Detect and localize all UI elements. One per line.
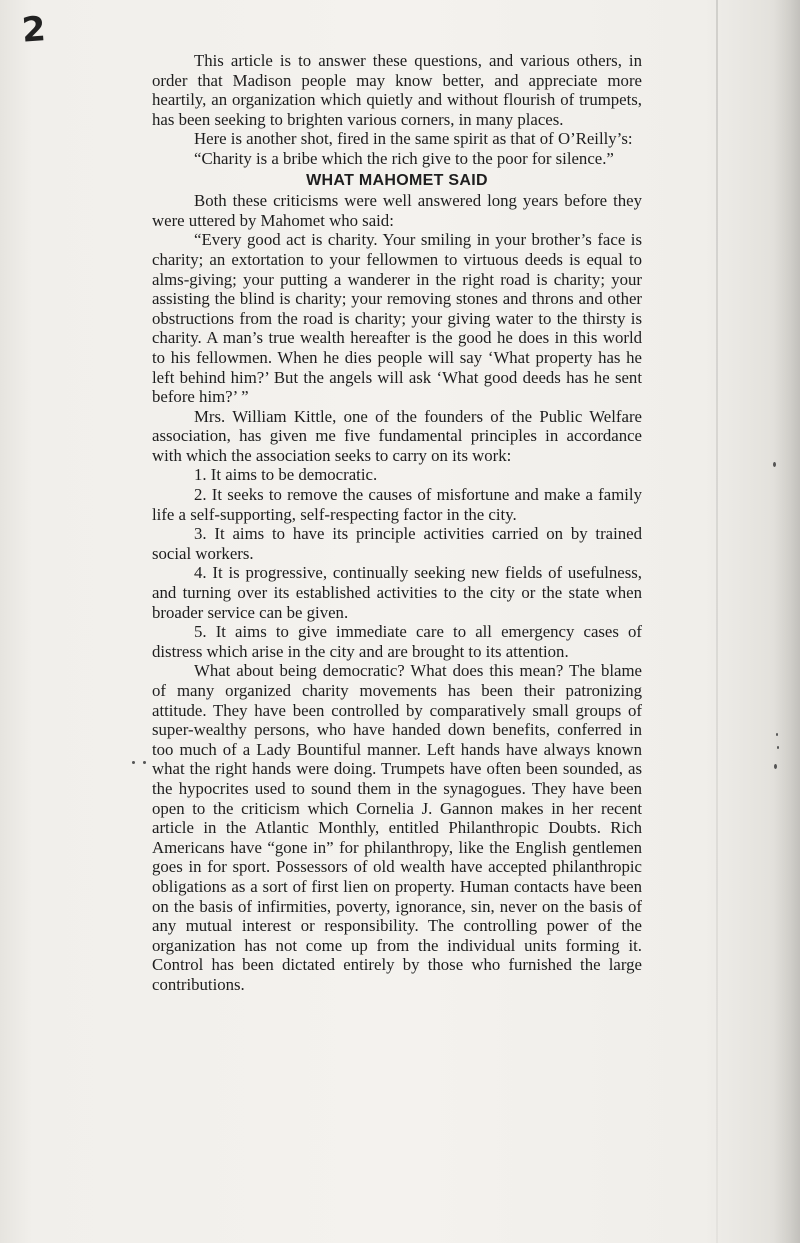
paragraph-intro: This article is to answer these questions, and various others, in order that Madison people may know better, and appreciate more heartily, an organization which quietly and without flourish of trumpets, has been seeking to brighten various corners, in many places.: [152, 51, 642, 129]
scan-speck: [777, 746, 779, 749]
principle-5: 5. It aims to give immediate care to all emergency cases of distress which arise in the city and are brought to its attention.: [152, 622, 642, 661]
principle-4: 4. It is progressive, continually seeking new fields of usefulness, and turning over its established activities to the city or the state when broader service can be given.: [152, 563, 642, 622]
principle-1: 1. It aims to be democratic.: [194, 465, 378, 485]
scan-speck: [774, 764, 777, 769]
paragraph-mrs-kittle: Mrs. William Kittle, one of the founders of the Public Welfare association, has given me five fundamental principles in accordance with which the association seeks to carry on its work:: [152, 406, 642, 465]
article-column: [152, 51, 642, 995]
quote-charity-bribe: “Charity is a bribe which the rich give to the poor for silence.”: [194, 148, 614, 168]
paragraph-democratic: What about being democratic? What does this mean? The blame of many organized charity movements has been their patronizing attitude. They have been controlled by comparatively small groups of super-wealthy persons, who have handed down benefits, conferred in too much of a Lady Bountiful manner. Left hands have always known what the right hands were doing. Trumpets have often been sounded, as the hypocrites used to sound them in the synagogues. They have been open to the criticism which Cornelia J. Gannon makes in her recent article in the Atlantic Monthly, entitled Philanthropic Doubts. Rich Americans have “gone in” for philanthropy, like the English gentlemen goes in for sport. Possessors of old wealth have accepted philanthropic obligations as a sort of first lien on property. Human contacts have been on the basis of infirmities, poverty, ignorance, sin, never on the basis of any mutual interest or responsibility. The controlling power of the organization has not come up from the individual units forming it. Control has been dictated entirely by those who furnished the large contributions.: [152, 661, 642, 994]
scan-speck: [132, 761, 135, 764]
principle-3: 3. It aims to have its principle activities carried on by trained social workers.: [152, 524, 642, 563]
quote-mahomet: “Every good act is charity. Your smiling in your brother’s face is charity; an extortation to your fellowmen to virtuous deeds is equal to alms-giving; your putting a wanderer in the right road is charity; your assisting the blind is charity; your removing stones and throns and other obstructions from the road is charity; your giving water to the thirsty is charity. A man’s true wealth hereafter is the good he does in this world to his fellowmen. When he dies people will say ‘What property has he left behind him?’ But the angels will ask ‘What good deeds has he sent before him?’ ”: [152, 230, 642, 407]
paragraph-another-shot: Here is another shot, fired in the same spirit as that of O’Reilly’s:: [194, 129, 633, 149]
principle-2: 2. It seeks to remove the causes of misfortune and make a family life a self-supporting, self-respecting factor in the city.: [152, 485, 642, 524]
binding-line: [716, 0, 718, 1243]
page-edge-shadow: [774, 0, 800, 1243]
scan-speck: [773, 462, 776, 467]
scan-speck: [143, 761, 146, 764]
scan-speck: [776, 733, 778, 736]
paragraph-criticisms-answered: Both these criticisms were well answered long years before they were uttered by Mahomet who said:: [152, 191, 642, 230]
section-heading: WHAT MAHOMET SAID: [306, 171, 488, 189]
handwritten-page-number: 2: [20, 9, 48, 51]
